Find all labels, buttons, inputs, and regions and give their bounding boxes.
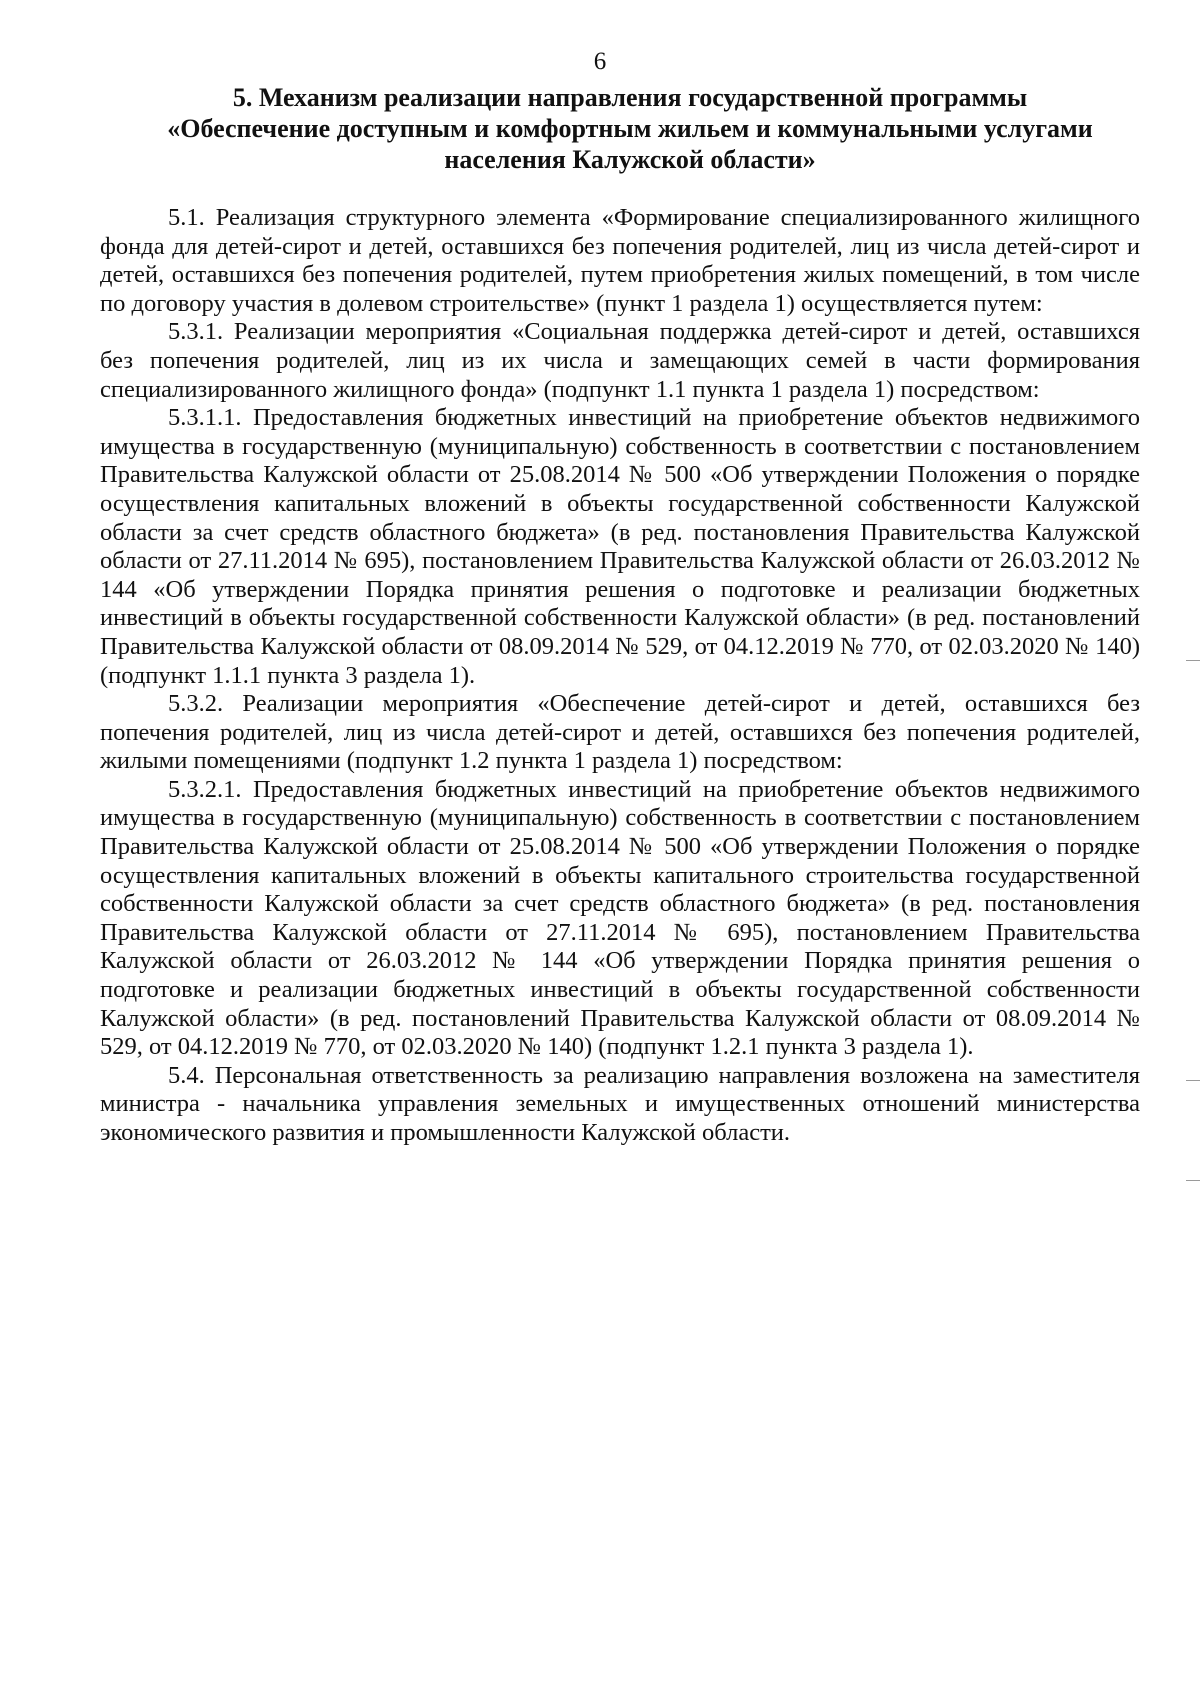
paragraph-5-3-1: 5.3.1. Реализации мероприятия «Социальная поддержка детей-сирот и детей, оставшихся без попечения родителей, лиц из их числа и замещающих семей в части формирования специализированного жилищного фонда» (подпункт 1.1 пункта 1 раздела 1) посредством:: [100, 318, 1140, 403]
paragraph-5-4: 5.4. Персональная ответственность за реализацию направления возложена на заместителя министра - начальника управления земельных и имущественных отношений министерства экономического развития и промышленности Калужской области.: [100, 1061, 1140, 1146]
section-title-line: «Обеспечение доступным и комфортным жильем и коммунальными услугами: [167, 114, 1093, 143]
paragraph-5-3-2-1: 5.3.2.1. Предоставления бюджетных инвестиций на приобретение объектов недвижимого имущества в государственную (муниципальную) собственность в соответствии с постановлением Правительства Калужской области от 25.08.2014 № 500 «Об утверждении Положения о порядке осуществления капитальных вложений в объекты капитального строительства государственной собственности Калужской области за счет средств областного бюджета» (в ред. постановления Правительства Калужской области от 27.11.2014 № 695), постановлением Правительства Калужской области от 26.03.2012 № 144 «Об утверждении Порядка принятия решения о подготовке и реализации бюджетных инвестиций в объекты государственной собственности Калужской области» (в ред. постановлений Правительства Калужской области от 08.09.2014 № 529, от 04.12.2019 № 770, от 02.03.2020 № 140) (подпункт 1.2.1 пункта 3 раздела 1).: [100, 775, 1140, 1061]
document-body: [100, 204, 1140, 1148]
scan-margin-mark: [1186, 1180, 1200, 1181]
paragraph-5-3-2: 5.3.2. Реализации мероприятия «Обеспечение детей-сирот и детей, оставшихся без попечения родителей, лиц из числа детей-сирот и детей, оставшихся без попечения родителей, жилыми помещениями (подпункт 1.2 пункта 1 раздела 1) посредством:: [100, 690, 1140, 775]
section-title-line: населения Калужской области»: [444, 145, 816, 174]
page-number: 6: [593, 48, 607, 75]
section-title: [150, 82, 1110, 175]
section-title-line: 5. Механизм реализации направления государственной программы: [232, 83, 1028, 112]
scan-margin-mark: [1186, 1080, 1200, 1081]
scan-margin-mark: [1186, 660, 1200, 661]
paragraph-5-1: 5.1. Реализация структурного элемента «Формирование специализированного жилищного фонда для детей-сирот и детей, оставшихся без попечения родителей, лиц из числа детей-сирот и детей, оставшихся без попечения родителей, путем приобретения жилых помещений, в том числе по договору участия в долевом строительстве» (пункт 1 раздела 1) осуществляется путем:: [100, 204, 1140, 317]
paragraph-5-3-1-1: 5.3.1.1. Предоставления бюджетных инвестиций на приобретение объектов недвижимого имущества в государственную (муниципальную) собственность в соответствии с постановлением Правительства Калужской области от 25.08.2014 № 500 «Об утверждении Положения о порядке осуществления капитальных вложений в объекты государственной собственности Калужской области за счет средств областного бюджета» (в ред. постановления Правительства Калужской области от 27.11.2014 № 695), постановлением Правительства Калужской области от 26.03.2012 № 144 «Об утверждении Порядка принятия решения о подготовке и реализации бюджетных инвестиций в объекты государственной собственности Калужской области» (в ред. постановлений Правительства Калужской области от 08.09.2014 № 529, от 04.12.2019 № 770, от 02.03.2020 № 140) (подпункт 1.1.1 пункта 3 раздела 1).: [100, 404, 1140, 689]
